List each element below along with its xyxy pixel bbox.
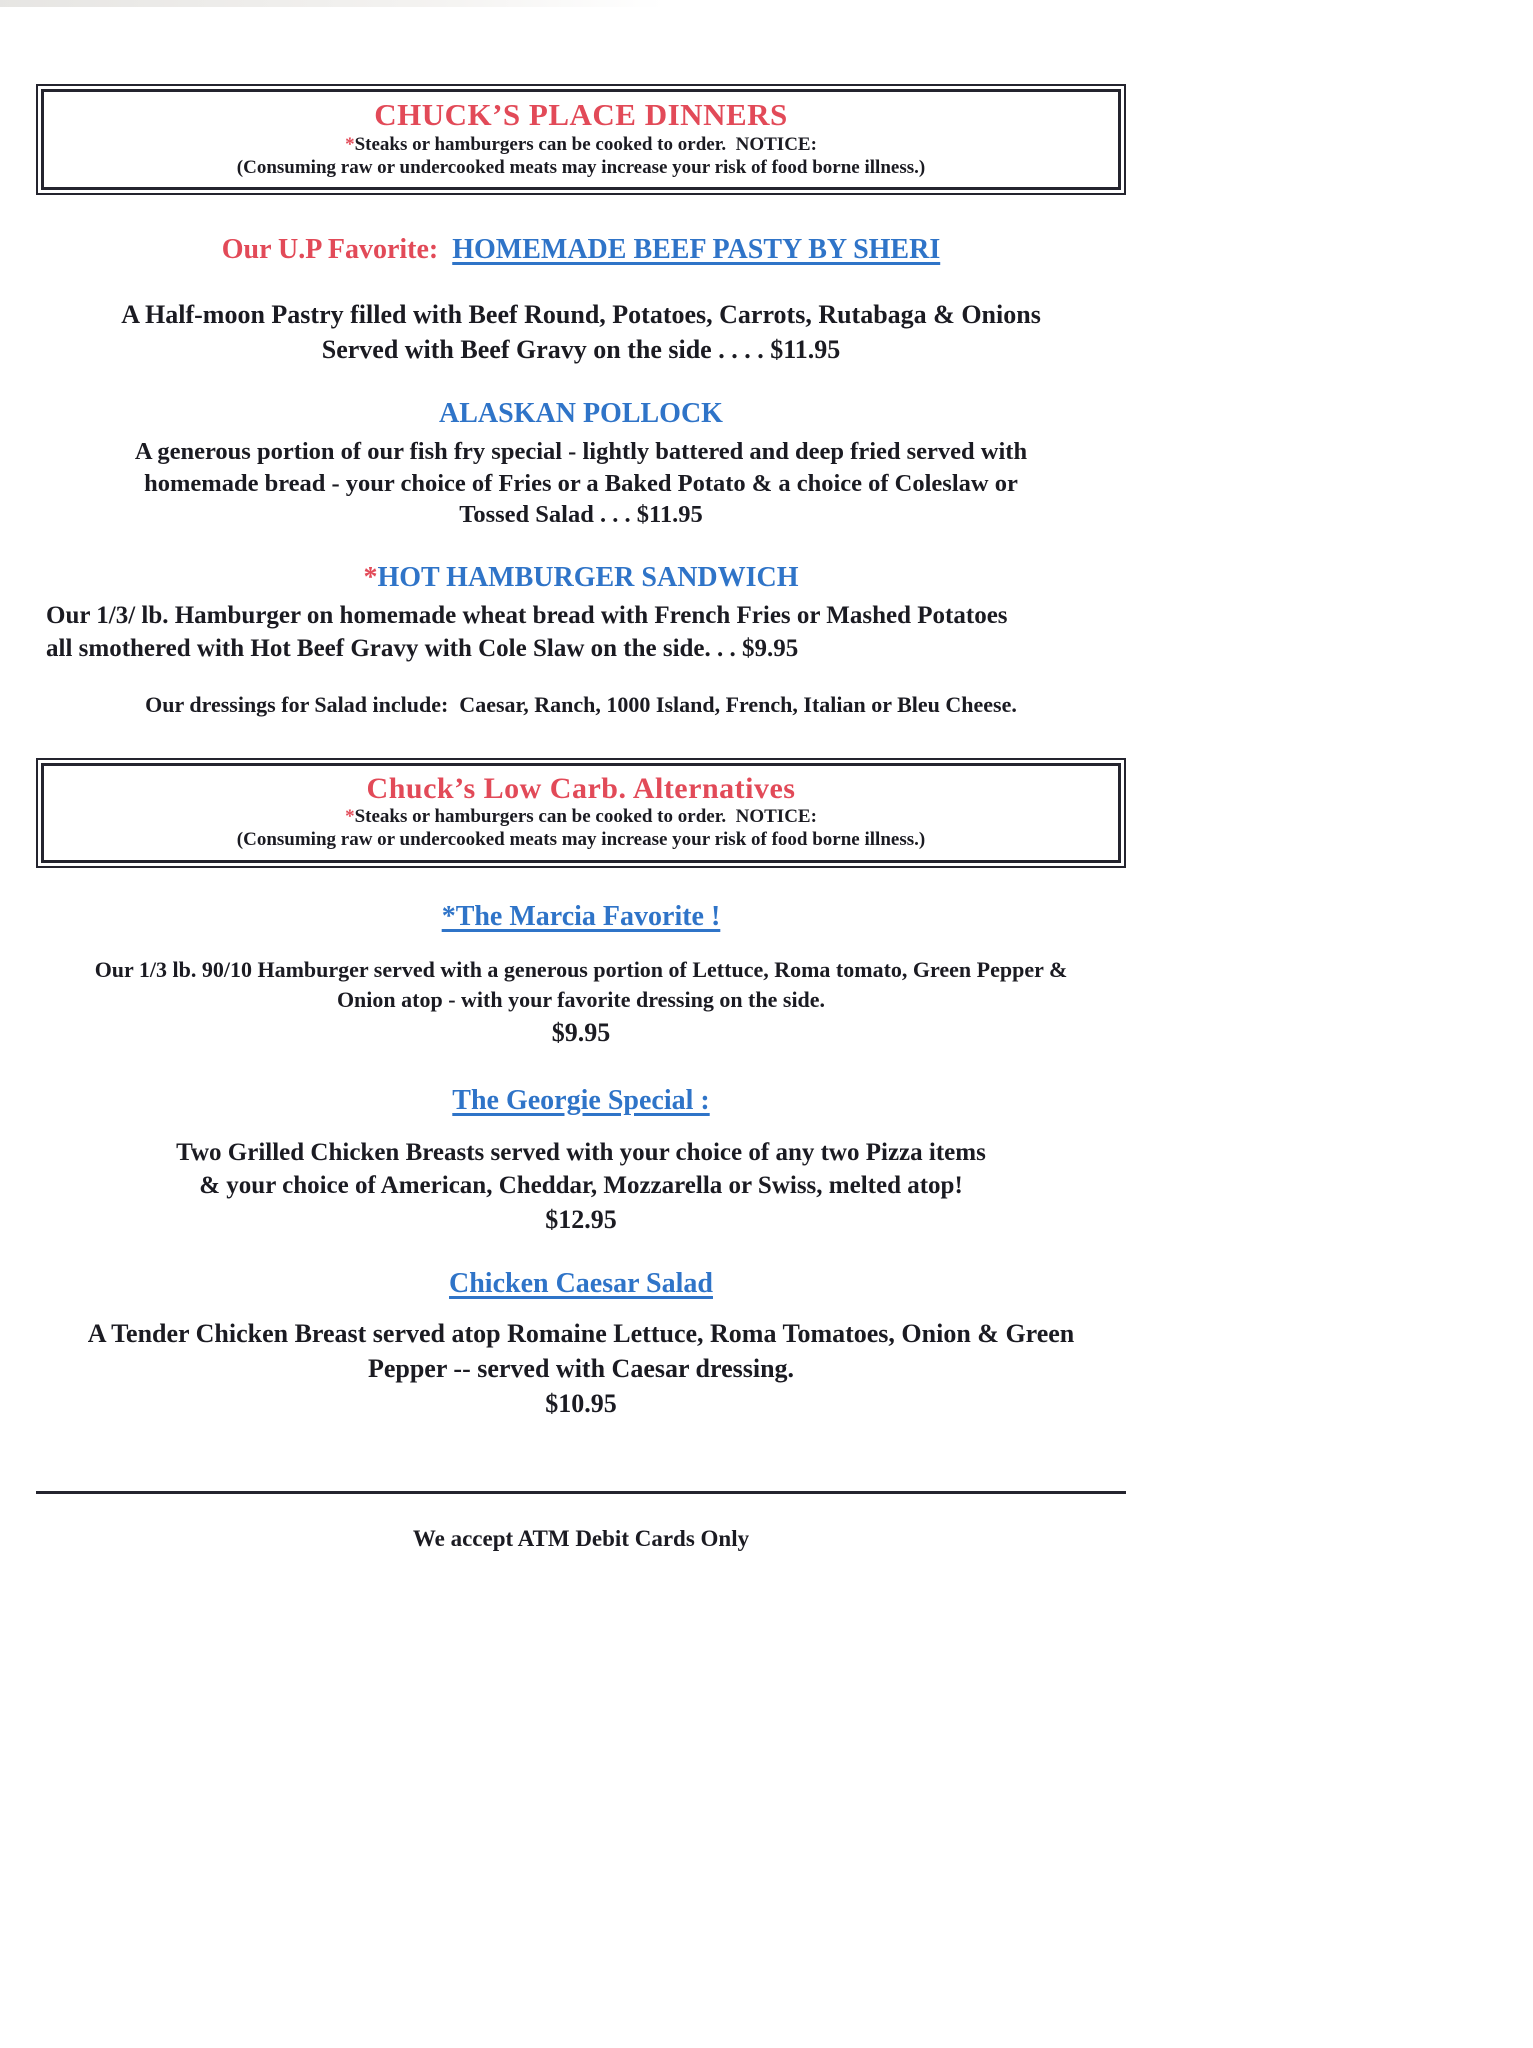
low-carb-header-box	[36, 758, 1126, 868]
low-carb-notice-line2: (Consuming raw or undercooked meats may increase your risk of food borne illness.)	[236, 829, 926, 851]
hot-hamburger-heading	[36, 561, 1126, 595]
low-carb-notice-text: Steaks or hamburgers can be cooked to order. NOTICE:	[354, 806, 817, 828]
pollock-desc-line1: A generous portion of our fish fry special - lightly battered and deep fried served with	[134, 438, 1028, 466]
caesar-description	[36, 1316, 1126, 1386]
pasty-description	[36, 297, 1126, 367]
hot-hamburger-desc-line2: all smothered with Hot Beef Gravy with Cole Slaw on the side. . . $9.95	[46, 634, 799, 662]
dinners-title: CHUCK’S PLACE DINNERS	[374, 97, 788, 132]
dinners-notice-line1	[54, 133, 1108, 156]
low-carb-header-box-inner	[41, 763, 1121, 863]
pollock-desc-line2: homemade bread - your choice of Fries or a Baked Potato & a choice of Coleslaw or	[144, 469, 1018, 497]
caesar-price: $10.95	[545, 1389, 617, 1419]
pollock-description	[36, 436, 1126, 530]
pollock-title: ALASKAN POLLOCK	[439, 397, 723, 429]
marcia-desc-line1: Our 1/3 lb. 90/10 Hamburger served with a generous portion of Lettuce, Roma tomato, Green Pepper &	[94, 957, 1068, 983]
pasty-desc-line1: A Half-moon Pastry filled with Beef Round, Potatoes, Carrots, Rutabaga & Onions	[121, 299, 1041, 329]
footer-note: We accept ATM Debit Cards Only	[412, 1525, 750, 1551]
caesar-desc-line2: Pepper -- served with Caesar dressing.	[367, 1354, 795, 1384]
dinners-notice-asterisk: *	[345, 133, 355, 155]
dinners-notice-text: Steaks or hamburgers can be cooked to order. NOTICE:	[354, 133, 817, 155]
low-carb-title: Chuck’s Low Carb. Alternatives	[366, 771, 796, 805]
marcia-desc-line2: Onion atop - with your favorite dressing on the side.	[336, 987, 826, 1013]
hot-hamburger-description	[36, 600, 1126, 665]
pasty-desc-line2: Served with Beef Gravy on the side . . . . $11.95	[321, 334, 841, 364]
dinners-notice-line2: (Consuming raw or undercooked meats may increase your risk of food borne illness.)	[236, 156, 926, 178]
georgie-heading	[36, 1084, 1126, 1118]
georgie-description	[36, 1137, 1126, 1202]
low-carb-notice-line1	[54, 805, 1108, 828]
hot-hamburger-asterisk: *	[363, 561, 378, 593]
pasty-title: HOMEMADE BEEF PASTY BY SHERI	[452, 234, 941, 266]
pasty-heading	[36, 233, 1126, 267]
georgie-title: The Georgie Special :	[452, 1084, 710, 1116]
hot-hamburger-desc-line1: Our 1/3/ lb. Hamburger on homemade wheat bread with French Fries or Mashed Potatoes	[46, 602, 1008, 630]
hot-hamburger-title: HOT HAMBURGER SANDWICH	[377, 561, 799, 593]
pollock-heading	[36, 397, 1126, 431]
dinners-header-box-inner	[41, 89, 1121, 190]
marcia-heading	[36, 900, 1126, 934]
footer-divider	[36, 1491, 1126, 1494]
pasty-prefix: Our U.P Favorite:	[221, 234, 439, 266]
marcia-description	[36, 955, 1126, 1015]
georgie-desc-line1: Two Grilled Chicken Breasts served with your choice of any two Pizza items	[176, 1139, 986, 1167]
marcia-price: $9.95	[551, 1018, 611, 1048]
georgie-desc-line2: & your choice of American, Cheddar, Mozzarella or Swiss, melted atop!	[199, 1171, 963, 1199]
georgie-price: $12.95	[545, 1205, 617, 1235]
pollock-desc-line3: Tossed Salad . . . $11.95	[459, 501, 703, 529]
dinners-header-box	[36, 84, 1126, 195]
menu-content	[36, 0, 1126, 1552]
marcia-title: *The Marcia Favorite !	[441, 900, 721, 932]
caesar-title: Chicken Caesar Salad	[449, 1267, 713, 1299]
caesar-heading	[36, 1267, 1126, 1301]
dressings-note: Our dressings for Salad include: Caesar, Ranch, 1000 Island, French, Italian or Bleu Cheese.	[145, 692, 1017, 718]
low-carb-notice-asterisk: *	[345, 806, 355, 828]
caesar-desc-line1: A Tender Chicken Breast served atop Romaine Lettuce, Roma Tomatoes, Onion & Green	[87, 1319, 1075, 1349]
